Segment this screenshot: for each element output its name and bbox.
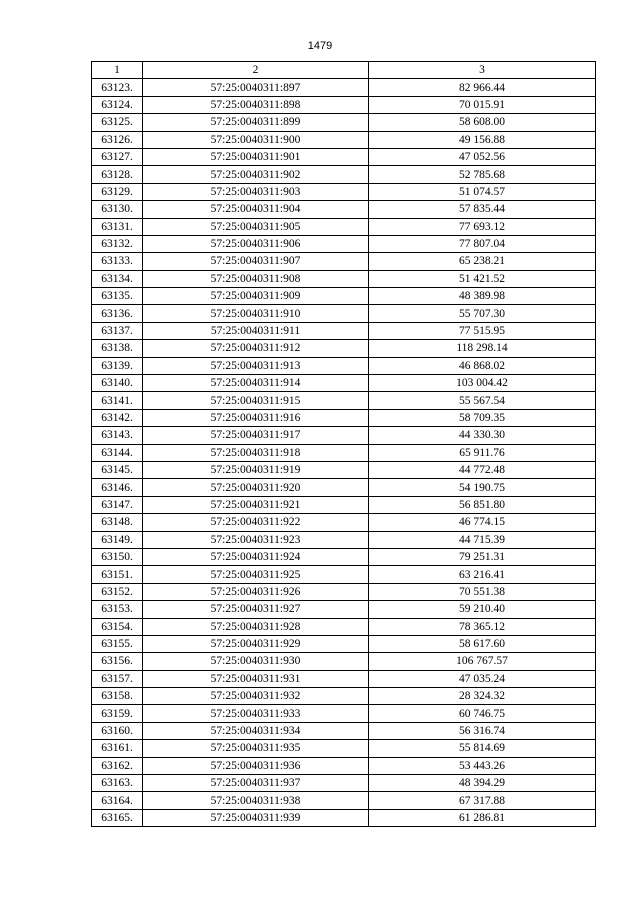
table-row	[92, 218, 596, 235]
cadastral-value-cell: 51 421.52	[369, 270, 596, 287]
cadastral-number-cell: 57:25:0040311:933	[143, 705, 369, 722]
row-number-cell: 63163.	[92, 775, 143, 792]
cadastral-number-cell: 57:25:0040311:909	[143, 288, 369, 305]
cadastral-value-cell: 58 617.60	[369, 635, 596, 652]
row-number-cell: 63161.	[92, 740, 143, 757]
table-row	[92, 757, 596, 774]
cadastral-value-cell: 70 551.38	[369, 583, 596, 600]
row-number-cell: 63145.	[92, 461, 143, 478]
cadastral-value-cell: 46 868.02	[369, 357, 596, 374]
table-row	[92, 288, 596, 305]
column-header-cadastral-number: 2	[143, 62, 369, 79]
cadastral-number-cell: 57:25:0040311:899	[143, 114, 369, 131]
cadastral-number-cell: 57:25:0040311:911	[143, 322, 369, 339]
table-row	[92, 670, 596, 687]
cadastral-number-cell: 57:25:0040311:923	[143, 531, 369, 548]
table-row	[92, 235, 596, 252]
cadastral-value-cell: 44 715.39	[369, 531, 596, 548]
cadastral-number-cell: 57:25:0040311:917	[143, 427, 369, 444]
cadastral-number-cell: 57:25:0040311:913	[143, 357, 369, 374]
cadastral-value-cell: 49 156.88	[369, 131, 596, 148]
row-number-cell: 63123.	[92, 79, 143, 96]
cadastral-number-cell: 57:25:0040311:915	[143, 392, 369, 409]
table-row	[92, 148, 596, 165]
cadastral-value-cell: 46 774.15	[369, 514, 596, 531]
cadastral-number-cell: 57:25:0040311:905	[143, 218, 369, 235]
table-row	[92, 514, 596, 531]
cadastral-number-cell: 57:25:0040311:901	[143, 148, 369, 165]
row-number-cell: 63151.	[92, 566, 143, 583]
column-header-value: 3	[369, 62, 596, 79]
table-row	[92, 809, 596, 826]
cadastral-value-cell: 65 911.76	[369, 444, 596, 461]
table-row	[92, 792, 596, 809]
cadastral-value-cell: 44 330.30	[369, 427, 596, 444]
cadastral-number-cell: 57:25:0040311:937	[143, 775, 369, 792]
table-row	[92, 409, 596, 426]
row-number-cell: 63154.	[92, 618, 143, 635]
table-row	[92, 601, 596, 618]
cadastral-value-cell: 54 190.75	[369, 479, 596, 496]
cadastral-number-cell: 57:25:0040311:918	[143, 444, 369, 461]
row-number-cell: 63144.	[92, 444, 143, 461]
row-number-cell: 63139.	[92, 357, 143, 374]
table-row	[92, 775, 596, 792]
row-number-cell: 63125.	[92, 114, 143, 131]
cadastral-number-cell: 57:25:0040311:898	[143, 96, 369, 113]
table-row	[92, 444, 596, 461]
cadastral-number-cell: 57:25:0040311:935	[143, 740, 369, 757]
row-number-cell: 63132.	[92, 235, 143, 252]
table-row	[92, 392, 596, 409]
cadastral-number-cell: 57:25:0040311:928	[143, 618, 369, 635]
cadastral-value-cell: 57 835.44	[369, 201, 596, 218]
table-row	[92, 531, 596, 548]
cadastral-value-cell: 56 851.80	[369, 496, 596, 513]
cadastral-value-cell: 78 365.12	[369, 618, 596, 635]
cadastral-number-cell: 57:25:0040311:934	[143, 722, 369, 739]
table-row	[92, 79, 596, 96]
table-row	[92, 131, 596, 148]
table-row	[92, 166, 596, 183]
table-row	[92, 722, 596, 739]
cadastral-value-cell: 106 767.57	[369, 653, 596, 670]
row-number-cell: 63165.	[92, 809, 143, 826]
cadastral-value-cell: 65 238.21	[369, 253, 596, 270]
cadastral-number-cell: 57:25:0040311:912	[143, 340, 369, 357]
cadastral-number-cell: 57:25:0040311:903	[143, 183, 369, 200]
cadastral-number-cell: 57:25:0040311:931	[143, 670, 369, 687]
cadastral-value-cell: 77 693.12	[369, 218, 596, 235]
cadastral-value-table	[91, 61, 596, 827]
row-number-cell: 63127.	[92, 148, 143, 165]
cadastral-number-cell: 57:25:0040311:939	[143, 809, 369, 826]
cadastral-value-cell: 48 394.29	[369, 775, 596, 792]
cadastral-value-cell: 77 807.04	[369, 235, 596, 252]
cadastral-number-cell: 57:25:0040311:926	[143, 583, 369, 600]
table-row	[92, 305, 596, 322]
cadastral-number-cell: 57:25:0040311:925	[143, 566, 369, 583]
cadastral-value-cell: 77 515.95	[369, 322, 596, 339]
row-number-cell: 63135.	[92, 288, 143, 305]
cadastral-number-cell: 57:25:0040311:929	[143, 635, 369, 652]
cadastral-number-cell: 57:25:0040311:900	[143, 131, 369, 148]
cadastral-number-cell: 57:25:0040311:920	[143, 479, 369, 496]
cadastral-number-cell: 57:25:0040311:919	[143, 461, 369, 478]
cadastral-number-cell: 57:25:0040311:927	[143, 601, 369, 618]
row-number-cell: 63147.	[92, 496, 143, 513]
cadastral-value-cell: 56 316.74	[369, 722, 596, 739]
row-number-cell: 63149.	[92, 531, 143, 548]
table-row	[92, 705, 596, 722]
cadastral-value-cell: 70 015.91	[369, 96, 596, 113]
row-number-cell: 63155.	[92, 635, 143, 652]
cadastral-value-cell: 61 286.81	[369, 809, 596, 826]
cadastral-value-cell: 55 814.69	[369, 740, 596, 757]
row-number-cell: 63159.	[92, 705, 143, 722]
cadastral-value-cell: 67 317.88	[369, 792, 596, 809]
table-row	[92, 548, 596, 565]
row-number-cell: 63152.	[92, 583, 143, 600]
cadastral-number-cell: 57:25:0040311:914	[143, 375, 369, 392]
cadastral-number-cell: 57:25:0040311:936	[143, 757, 369, 774]
cadastral-number-cell: 57:25:0040311:904	[143, 201, 369, 218]
cadastral-number-cell: 57:25:0040311:921	[143, 496, 369, 513]
table-row	[92, 496, 596, 513]
row-number-cell: 63138.	[92, 340, 143, 357]
cadastral-number-cell: 57:25:0040311:930	[143, 653, 369, 670]
table-row	[92, 96, 596, 113]
row-number-cell: 63141.	[92, 392, 143, 409]
cadastral-value-cell: 103 004.42	[369, 375, 596, 392]
table-row	[92, 740, 596, 757]
cadastral-value-cell: 53 443.26	[369, 757, 596, 774]
cadastral-value-cell: 60 746.75	[369, 705, 596, 722]
row-number-cell: 63129.	[92, 183, 143, 200]
table-header-row	[92, 62, 596, 79]
row-number-cell: 63133.	[92, 253, 143, 270]
row-number-cell: 63160.	[92, 722, 143, 739]
table-row	[92, 357, 596, 374]
table-row	[92, 635, 596, 652]
table-row	[92, 427, 596, 444]
cadastral-value-cell: 79 251.31	[369, 548, 596, 565]
column-header-number: 1	[92, 62, 143, 79]
cadastral-value-cell: 48 389.98	[369, 288, 596, 305]
table-row	[92, 583, 596, 600]
cadastral-value-cell: 51 074.57	[369, 183, 596, 200]
cadastral-number-cell: 57:25:0040311:916	[143, 409, 369, 426]
table-row	[92, 618, 596, 635]
cadastral-number-cell: 57:25:0040311:908	[143, 270, 369, 287]
cadastral-value-cell: 58 608.00	[369, 114, 596, 131]
row-number-cell: 63140.	[92, 375, 143, 392]
cadastral-number-cell: 57:25:0040311:932	[143, 688, 369, 705]
row-number-cell: 63150.	[92, 548, 143, 565]
cadastral-number-cell: 57:25:0040311:938	[143, 792, 369, 809]
table-body	[92, 79, 596, 827]
row-number-cell: 63156.	[92, 653, 143, 670]
cadastral-value-cell: 44 772.48	[369, 461, 596, 478]
row-number-cell: 63157.	[92, 670, 143, 687]
row-number-cell: 63124.	[92, 96, 143, 113]
cadastral-value-cell: 47 035.24	[369, 670, 596, 687]
table-row	[92, 270, 596, 287]
cadastral-value-cell: 82 966.44	[369, 79, 596, 96]
cadastral-value-cell: 52 785.68	[369, 166, 596, 183]
row-number-cell: 63153.	[92, 601, 143, 618]
row-number-cell: 63143.	[92, 427, 143, 444]
cadastral-number-cell: 57:25:0040311:897	[143, 79, 369, 96]
row-number-cell: 63126.	[92, 131, 143, 148]
row-number-cell: 63148.	[92, 514, 143, 531]
cadastral-number-cell: 57:25:0040311:907	[143, 253, 369, 270]
cadastral-number-cell: 57:25:0040311:906	[143, 235, 369, 252]
row-number-cell: 63142.	[92, 409, 143, 426]
table-row	[92, 461, 596, 478]
table-row	[92, 322, 596, 339]
cadastral-value-cell: 58 709.35	[369, 409, 596, 426]
cadastral-number-cell: 57:25:0040311:910	[143, 305, 369, 322]
table-row	[92, 566, 596, 583]
cadastral-value-cell: 59 210.40	[369, 601, 596, 618]
cadastral-value-cell: 55 707.30	[369, 305, 596, 322]
table-row	[92, 375, 596, 392]
row-number-cell: 63158.	[92, 688, 143, 705]
row-number-cell: 63137.	[92, 322, 143, 339]
cadastral-value-cell: 55 567.54	[369, 392, 596, 409]
table-row	[92, 479, 596, 496]
row-number-cell: 63146.	[92, 479, 143, 496]
page-number: 1479	[307, 40, 333, 52]
cadastral-number-cell: 57:25:0040311:924	[143, 548, 369, 565]
row-number-cell: 63131.	[92, 218, 143, 235]
table-row	[92, 340, 596, 357]
cadastral-value-cell: 28 324.32	[369, 688, 596, 705]
row-number-cell: 63130.	[92, 201, 143, 218]
table-row	[92, 201, 596, 218]
cadastral-value-cell: 118 298.14	[369, 340, 596, 357]
cadastral-number-cell: 57:25:0040311:902	[143, 166, 369, 183]
row-number-cell: 63128.	[92, 166, 143, 183]
table-row	[92, 688, 596, 705]
table-row	[92, 183, 596, 200]
cadastral-number-cell: 57:25:0040311:922	[143, 514, 369, 531]
table-row	[92, 253, 596, 270]
table-row	[92, 114, 596, 131]
table-row	[92, 653, 596, 670]
row-number-cell: 63136.	[92, 305, 143, 322]
row-number-cell: 63162.	[92, 757, 143, 774]
row-number-cell: 63134.	[92, 270, 143, 287]
row-number-cell: 63164.	[92, 792, 143, 809]
cadastral-value-cell: 63 216.41	[369, 566, 596, 583]
cadastral-value-cell: 47 052.56	[369, 148, 596, 165]
